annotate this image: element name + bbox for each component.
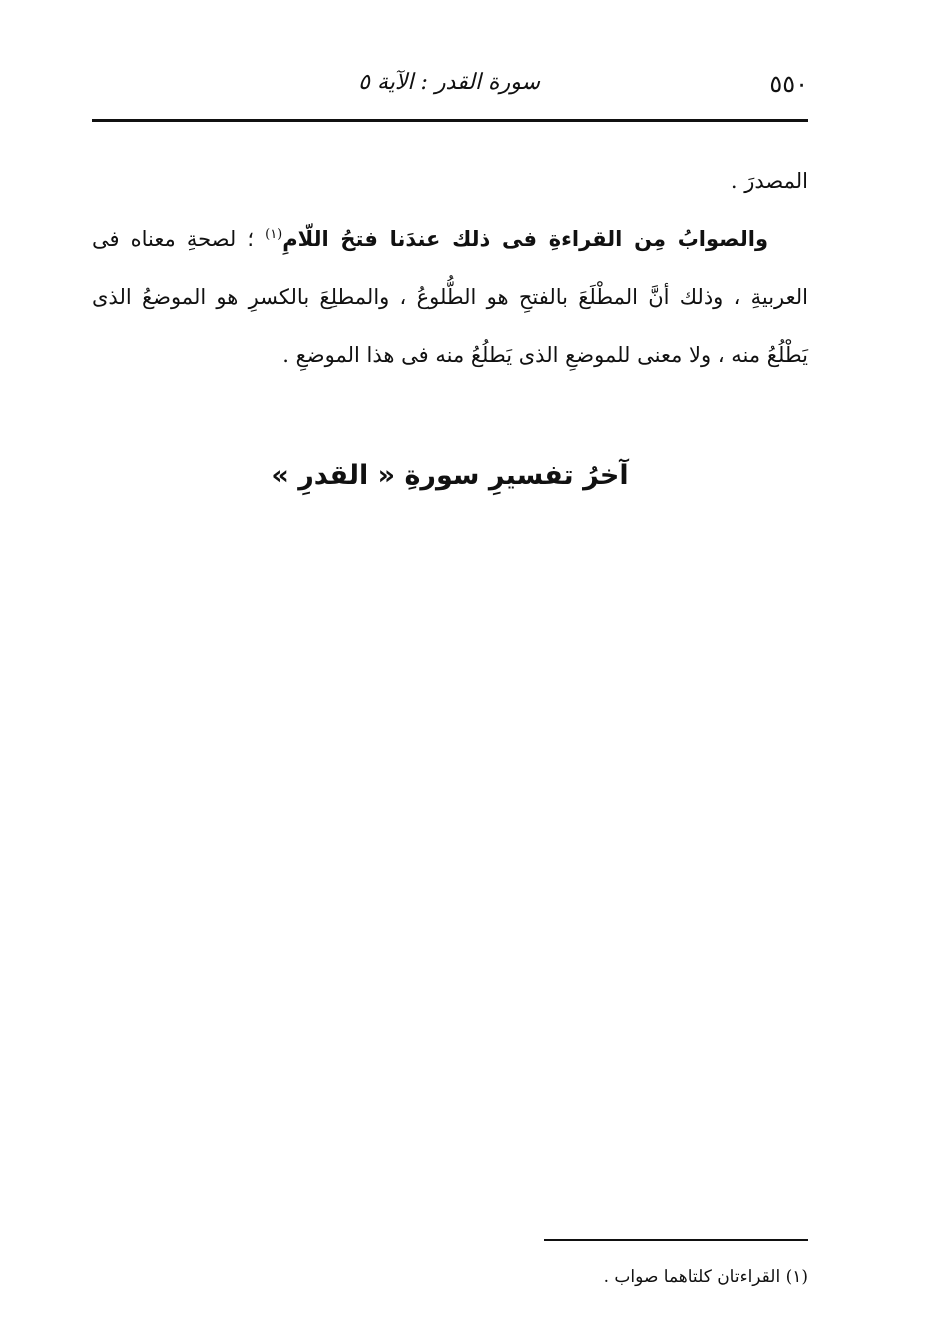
footnote-rule — [544, 1239, 808, 1241]
page-number: ٥٥٠ — [769, 70, 808, 98]
body-text — [92, 152, 808, 384]
footnote-reference[interactable]: (١) — [265, 227, 283, 242]
running-head: سورة القدر : الآية ٥ — [358, 70, 540, 95]
header-rule — [92, 119, 808, 122]
closing-heading: آخرُ تفسيرِ سورةِ « القدرِ » — [271, 460, 629, 491]
paragraph-2-bold-lead: والصوابُ مِن القراءةِ فى ذلك عندَنا فتحُ اللّامِ — [282, 227, 768, 251]
paragraph-1: المصدرَ . — [730, 169, 808, 193]
paragraph-2 — [92, 210, 808, 384]
footnote: (١) القراءتان كلتاهما صواب . — [603, 1267, 808, 1287]
paragraph-2-text: ؛ لصحةِ معناه فى العربيةِ ، وذلك أنَّ المطْلَعَ بالفتحِ هو الطُّلوعُ ، والمطلِعَ بالكسرِ هو الموضعُ الذى يَطْلُعُ منه ، ولا معنى للموضعِ الذى يَطلُعُ منه فى هذا الموضعِ . — [92, 227, 808, 367]
page-header — [92, 66, 808, 106]
